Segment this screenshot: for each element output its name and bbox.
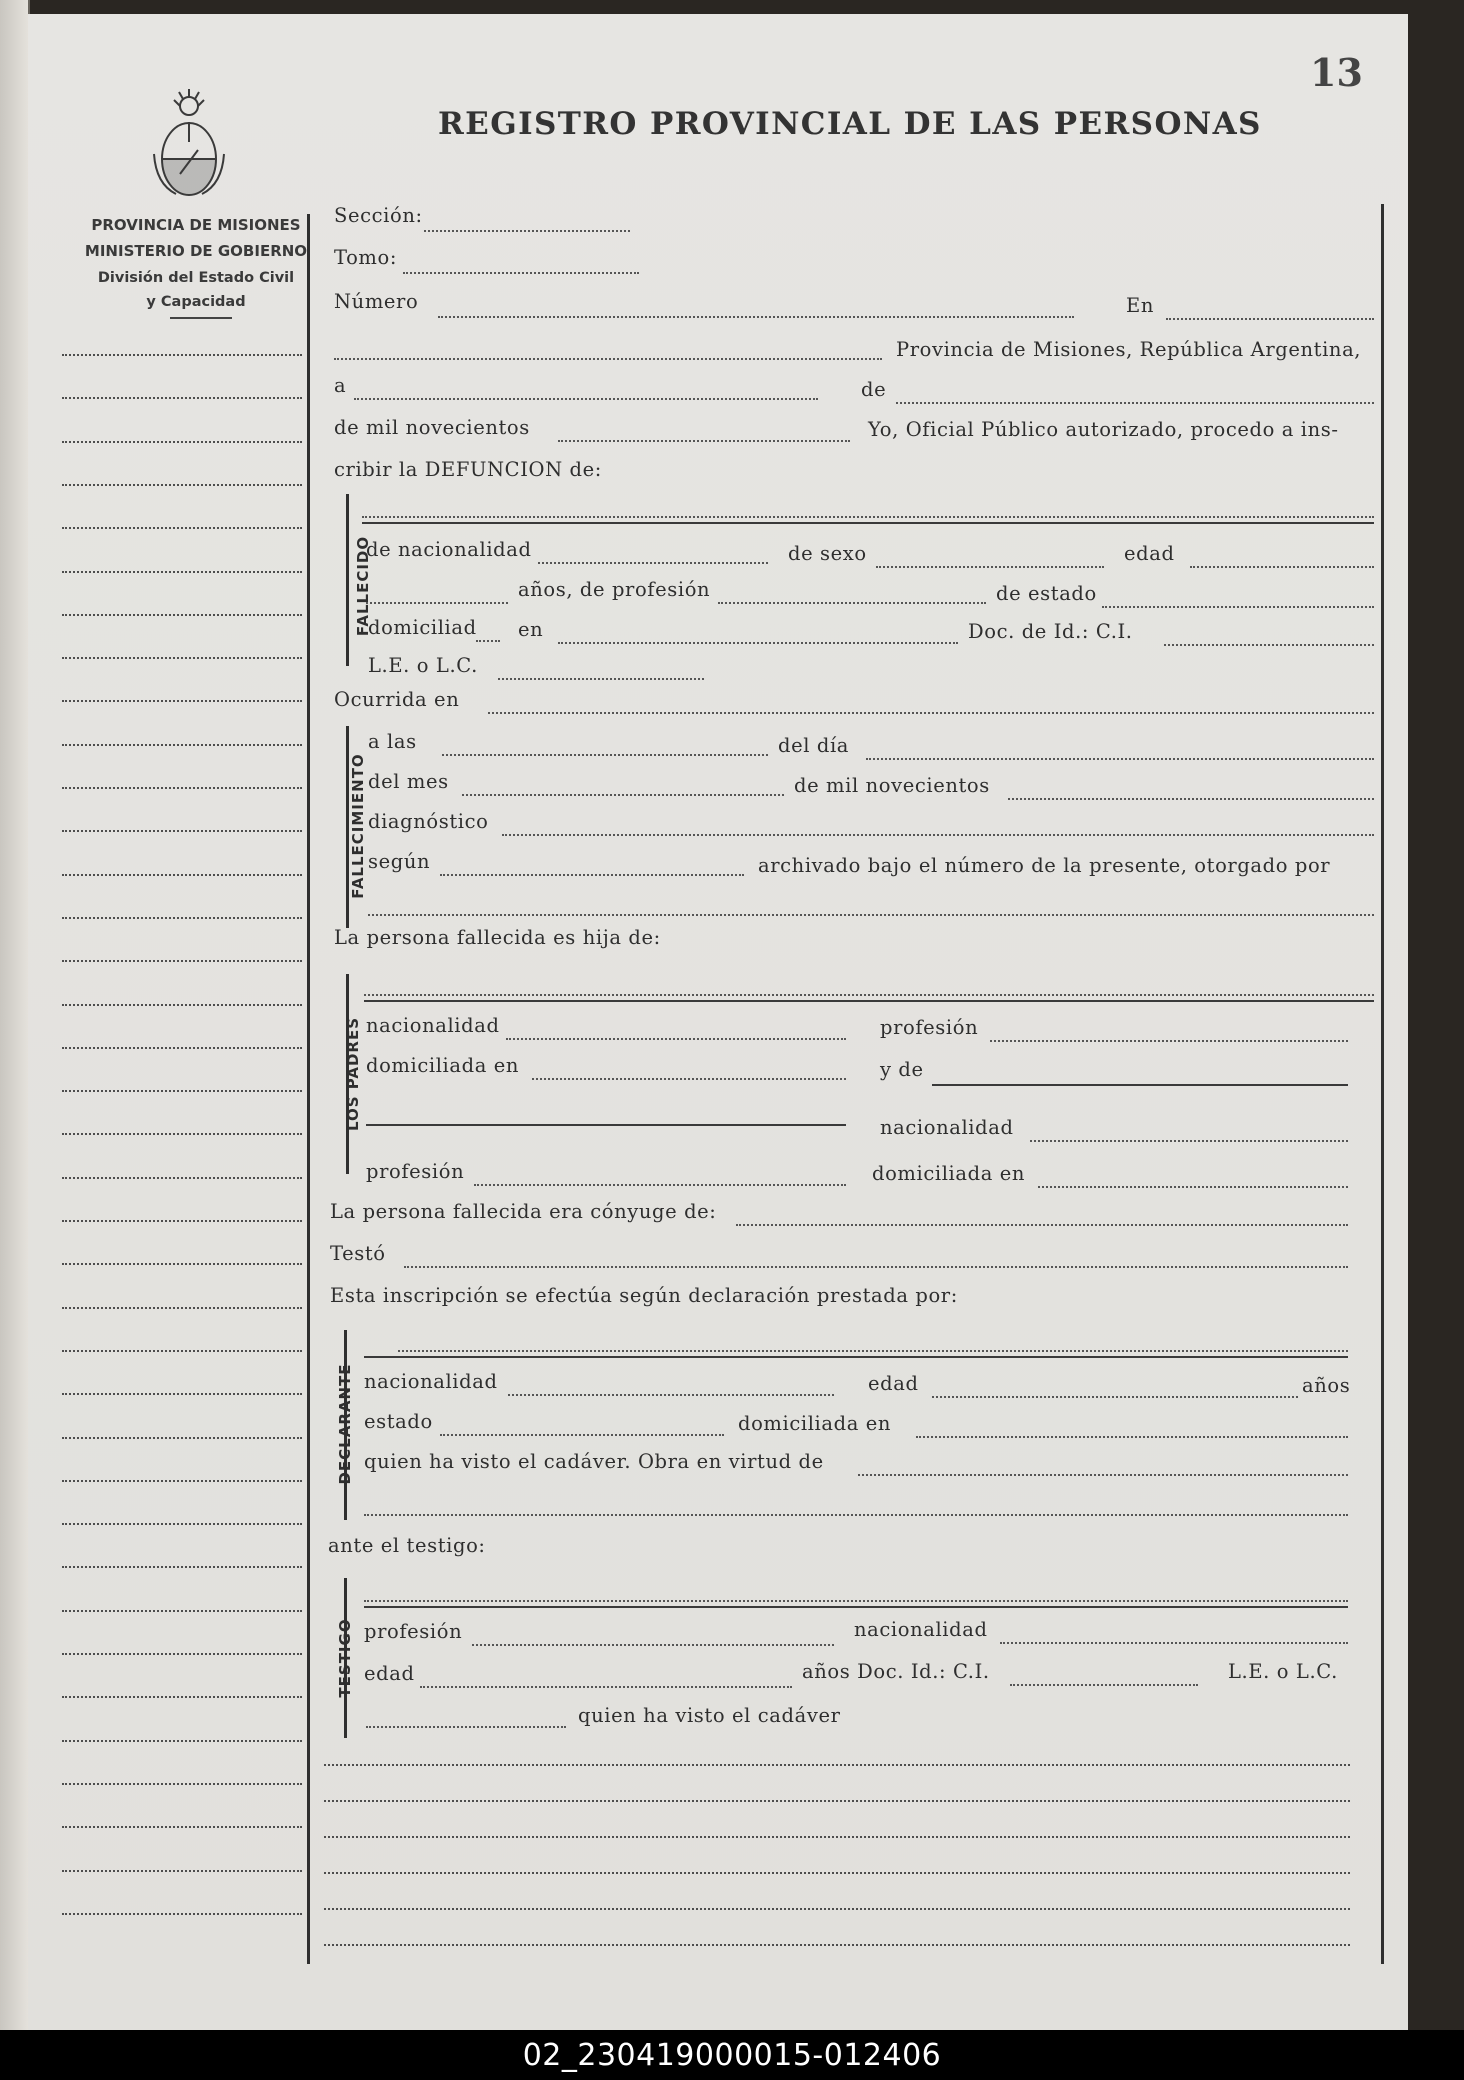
field-segun[interactable] (440, 874, 744, 876)
label-domiciliada-padre: domiciliada en (366, 1054, 520, 1077)
margin-note-line[interactable] (62, 1566, 302, 1568)
bracket-fallecido (346, 494, 349, 666)
previous-page-edge (0, 0, 30, 2030)
rule-declarante (364, 1356, 1348, 1358)
margin-note-line[interactable] (62, 1913, 302, 1915)
margin-note-line[interactable] (62, 1307, 302, 1309)
field-nacionalidad-testigo[interactable] (1000, 1642, 1348, 1644)
side-label-testigo: TESTIGO (336, 1618, 354, 1698)
margin-note-line[interactable] (62, 830, 302, 832)
field-mes[interactable] (462, 794, 784, 796)
margin-note-line[interactable] (62, 527, 302, 529)
margin-note-line[interactable] (62, 787, 302, 789)
label-doc-id: Doc. de Id.: C.I. (968, 620, 1133, 643)
margin-note-line[interactable] (62, 960, 302, 962)
field-profesion[interactable] (718, 602, 986, 604)
org-ministry: MINISTERIO DE GOBIERNO (84, 242, 308, 260)
field-nombre-testigo[interactable] (364, 1600, 1348, 1602)
label-segun: según (368, 850, 431, 873)
label-anos-doc-testigo: años Doc. Id.: C.I. (802, 1660, 990, 1683)
label-domiciliada-madre: domiciliada en (872, 1162, 1026, 1185)
label-domiciliad: domiciliad (368, 616, 477, 639)
label-quien-ha-visto-declarante: quien ha visto el cadáver. Obra en virtud de (364, 1450, 824, 1473)
label-nacionalidad-testigo: nacionalidad (854, 1618, 988, 1641)
label-de-nacionalidad: de nacionalidad (366, 538, 532, 561)
margin-note-line[interactable] (62, 1480, 302, 1482)
field-domicilio-madre[interactable] (1038, 1186, 1348, 1188)
right-rule (1381, 204, 1384, 1964)
margin-note-line[interactable] (62, 614, 302, 616)
field-otorgado-por[interactable] (368, 914, 1374, 916)
margin-note-line[interactable] (62, 571, 302, 573)
margin-note-line[interactable] (62, 1870, 302, 1872)
label-anos-de-profesion: años, de profesión (518, 578, 711, 601)
margin-note-line[interactable] (62, 657, 302, 659)
margin-note-line[interactable] (62, 1783, 302, 1785)
notes-line[interactable] (324, 1908, 1350, 1910)
field-nacionalidad-padre[interactable] (506, 1038, 846, 1040)
field-nombre-madre[interactable] (932, 1084, 1348, 1086)
margin-note-line[interactable] (62, 1133, 302, 1135)
label-de-mil-novecientos: de mil novecientos (334, 416, 530, 439)
margin-note-line[interactable] (62, 1047, 302, 1049)
field-nombre-fallecido[interactable] (362, 516, 1374, 518)
label-profesion-padre: profesión (880, 1016, 979, 1039)
org-underline (170, 317, 232, 319)
margin-note-line[interactable] (62, 1826, 302, 1828)
field-edad-declarante[interactable] (932, 1396, 1298, 1398)
field-estado-declarante[interactable] (440, 1434, 724, 1436)
label-numero: Número (334, 290, 419, 313)
margin-note-line[interactable] (62, 354, 302, 356)
label-ante-testigo: ante el testigo: (328, 1534, 486, 1557)
label-yo-oficial: Yo, Oficial Público autorizado, procedo a ins- (868, 418, 1339, 441)
label-nacionalidad-padre: nacionalidad (366, 1014, 500, 1037)
field-le-lc-testigo[interactable] (366, 1726, 566, 1728)
notes-line[interactable] (324, 1944, 1350, 1946)
label-a: a (334, 374, 347, 397)
label-hija-de: La persona fallecida es hija de: (334, 926, 661, 949)
field-en[interactable] (1166, 318, 1374, 320)
margin-note-line[interactable] (62, 1004, 302, 1006)
field-ci-testigo[interactable] (1010, 1684, 1198, 1686)
margin-note-line[interactable] (62, 1220, 302, 1222)
label-conyuge: La persona fallecida era cónyuge de: (330, 1200, 717, 1223)
field-nombre-madre-cont[interactable] (366, 1124, 846, 1126)
field-le-lc[interactable] (498, 678, 704, 680)
label-archivado: archivado bajo el número de la presente, otorgado por (758, 854, 1331, 877)
field-testo[interactable] (404, 1266, 1348, 1268)
field-a[interactable] (354, 398, 818, 400)
caption-text: 02_230419000015-012406 (522, 2037, 942, 2073)
field-nacionalidad-declarante[interactable] (508, 1394, 834, 1396)
label-del-mes: del mes (368, 770, 449, 793)
field-obra-en-virtud[interactable] (858, 1474, 1348, 1476)
notes-line[interactable] (324, 1800, 1350, 1802)
margin-note-line[interactable] (62, 1610, 302, 1612)
margin-note-line[interactable] (62, 1263, 302, 1265)
margin-note-line[interactable] (62, 1653, 302, 1655)
label-de-sexo: de sexo (788, 542, 867, 565)
field-seccion[interactable] (424, 230, 630, 232)
label-nacionalidad-madre: nacionalidad (880, 1116, 1014, 1139)
margin-note-line[interactable] (62, 1523, 302, 1525)
side-label-declarante: DECLARANTE (336, 1363, 354, 1485)
field-anio[interactable] (558, 440, 850, 442)
label-ocurrida-en: Ocurrida en (334, 688, 460, 711)
margin-note-line[interactable] (62, 1740, 302, 1742)
margin-note-line[interactable] (62, 1696, 302, 1698)
field-numero[interactable] (438, 316, 1074, 318)
side-label-padres: LOS PADRES (344, 1016, 362, 1132)
field-sexo[interactable] (876, 566, 1104, 568)
rule-testigo (364, 1606, 1348, 1608)
notes-line[interactable] (324, 1764, 1350, 1766)
margin-note-line[interactable] (62, 397, 302, 399)
label-seccion: Sección: (334, 204, 423, 227)
field-profesion-madre[interactable] (474, 1184, 846, 1186)
field-nombre-declarante[interactable] (398, 1350, 1348, 1352)
label-provincia: Provincia de Misiones, República Argentina, (896, 338, 1362, 361)
label-edad-declarante: edad (868, 1372, 919, 1395)
margin-rule (307, 214, 310, 1964)
org-division: División del Estado Civil (97, 270, 295, 286)
image-caption (0, 2030, 1464, 2080)
label-esta-inscripcion: Esta inscripción se efectúa según declaración prestada por: (330, 1284, 958, 1307)
label-en: En (1126, 294, 1154, 317)
field-domicilio[interactable] (558, 642, 958, 644)
label-de-mil-novecientos-2: de mil novecientos (794, 774, 990, 797)
margin-note-line[interactable] (62, 1393, 302, 1395)
margin-note-line[interactable] (62, 484, 302, 486)
register-page (28, 14, 1408, 2030)
label-en-domicilio: en (518, 618, 544, 641)
side-label-fallecimiento: FALLECIMIENTO (349, 753, 367, 899)
field-obra-en-virtud-cont[interactable] (364, 1514, 1348, 1516)
field-dia[interactable] (866, 758, 1374, 760)
org-capacidad: y Capacidad (146, 294, 246, 310)
field-estado[interactable] (1102, 606, 1374, 608)
field-diagnostico[interactable] (502, 834, 1374, 836)
label-cribir: cribir la DEFUNCION de: (334, 458, 602, 481)
label-testo: Testó (330, 1242, 386, 1265)
label-profesion-testigo: profesión (364, 1620, 463, 1643)
margin-note-line[interactable] (62, 874, 302, 876)
label-edad: edad (1124, 542, 1175, 565)
field-conyuge[interactable] (736, 1224, 1348, 1226)
label-profesion-madre: profesión (366, 1160, 465, 1183)
label-de: de (861, 378, 887, 401)
field-anio-fallecimiento[interactable] (1008, 798, 1374, 800)
label-diagnostico: diagnóstico (368, 810, 489, 833)
field-nacionalidad-fallecido[interactable] (538, 562, 768, 564)
label-tomo: Tomo: (334, 246, 398, 269)
notes-line[interactable] (324, 1836, 1350, 1838)
page-number: 13 (1310, 50, 1363, 95)
label-le-lc-testigo: L.E. o L.C. (1228, 1660, 1338, 1683)
field-edad[interactable] (1190, 566, 1374, 568)
notes-line[interactable] (324, 1872, 1350, 1874)
margin-note-line[interactable] (62, 1177, 302, 1179)
margin-note-line[interactable] (62, 917, 302, 919)
label-le-lc: L.E. o L.C. (368, 654, 478, 677)
label-de-estado: de estado (996, 582, 1097, 605)
label-edad-testigo: edad (364, 1662, 415, 1685)
field-anios[interactable] (366, 602, 508, 604)
rule-fallecido (362, 522, 1374, 524)
label-quien-ha-visto-testigo: quien ha visto el cadáver (578, 1704, 841, 1727)
label-domiciliada-declarante: domiciliada en (738, 1412, 892, 1435)
field-domicilio-declarante[interactable] (916, 1436, 1348, 1438)
rule-padre (364, 1000, 1374, 1002)
field-nacionalidad-madre[interactable] (1030, 1140, 1348, 1142)
field-tomo[interactable] (403, 272, 639, 274)
field-profesion-padre[interactable] (990, 1040, 1348, 1042)
field-doc-ci[interactable] (1164, 644, 1374, 646)
label-a-las: a las (368, 730, 417, 753)
field-edad-testigo[interactable] (420, 1686, 792, 1688)
margin-note-line[interactable] (62, 1090, 302, 1092)
label-nacionalidad-declarante: nacionalidad (364, 1370, 498, 1393)
field-profesion-testigo[interactable] (472, 1644, 834, 1646)
field-ocurrida-en[interactable] (488, 712, 1374, 714)
field-hora[interactable] (442, 754, 768, 756)
field-lugar[interactable] (334, 358, 882, 360)
label-anos-declarante: años (1302, 1374, 1351, 1397)
side-label-fallecido: FALLECIDO (354, 535, 372, 637)
margin-note-line[interactable] (62, 441, 302, 443)
form-title: REGISTRO PROVINCIAL DE LAS PERSONAS (438, 106, 1262, 142)
margin-note-line[interactable] (62, 1350, 302, 1352)
field-domicilio-padre[interactable] (532, 1078, 846, 1080)
margin-note-line[interactable] (62, 700, 302, 702)
margin-note-line[interactable] (62, 1437, 302, 1439)
label-estado-declarante: estado (364, 1410, 433, 1433)
coat-of-arms-emblem (146, 84, 232, 214)
label-y-de: y de (880, 1058, 924, 1081)
field-domiciliad-suffix[interactable] (476, 640, 500, 642)
org-province: PROVINCIA DE MISIONES (91, 216, 301, 234)
margin-note-line[interactable] (62, 744, 302, 746)
label-del-dia: del día (778, 734, 850, 757)
field-de[interactable] (896, 402, 1374, 404)
field-nombre-padre[interactable] (364, 994, 1374, 996)
